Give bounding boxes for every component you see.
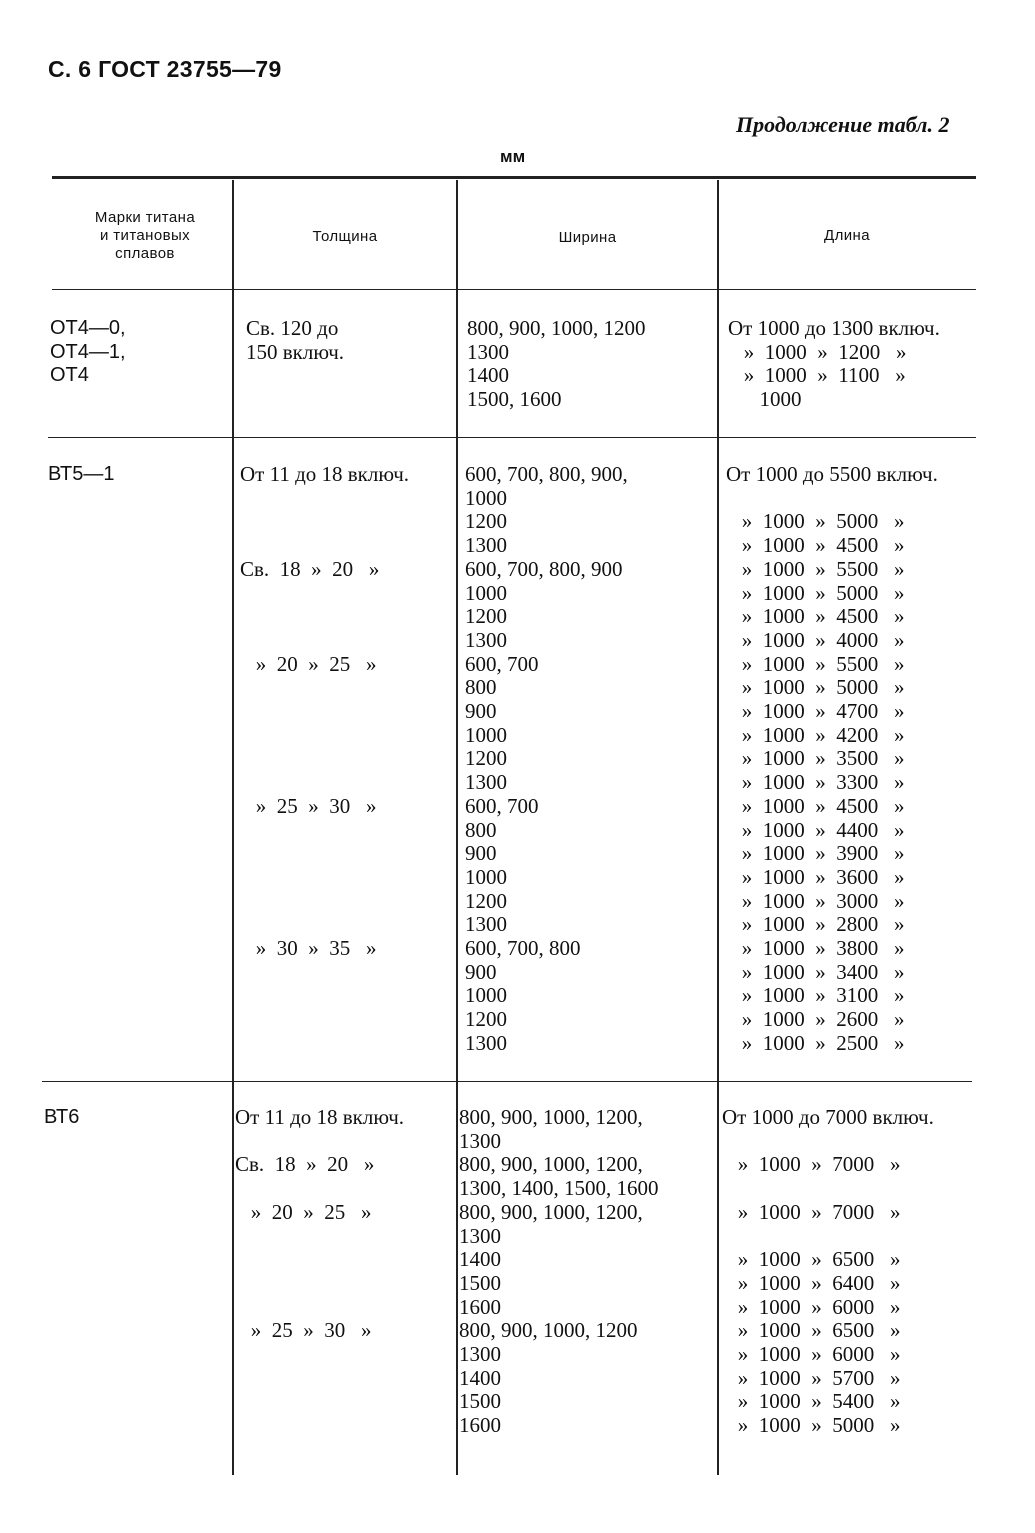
column-header-grade: Марки титана и титановых сплавов (94, 209, 196, 262)
page-header: С. 6 ГОСТ 23755—79 (48, 56, 282, 82)
width-cell: 600, 700, 800, 900, 1000 1200 1300 600, 700, 800, 900 1000 1200 1300 600, 700 800 900 1000 1200 1300 600, 700 800 900 1000 1200 1300 600, 700, 800 900 1000 1200 1300 (465, 462, 628, 1055)
section-rule-2 (42, 1081, 972, 1082)
thickness-cell: От 11 до 18 включ. Св. 18 » 20 » » 20 » 25 » » 25 » 30 » » 30 » 35 » (240, 462, 410, 961)
column-divider-1 (232, 180, 234, 1475)
column-header-length: Длина (824, 227, 870, 244)
grade-cell: ОТ4—0, ОТ4—1, ОТ4 (50, 317, 126, 387)
column-divider-2 (456, 180, 458, 1475)
length-cell: От 1000 до 7000 включ. » 1000 » 7000 » » 1000 » 7000 » » 1000 » 6500 » » 1000 » 6400 » » 1000 » 6000 » » 1000 » 6500 » » 1000 » 6000 » » 1000 » 5700 » » 1000 » 5400 » » 1000 » 5000 » (722, 1105, 934, 1438)
column-header-width: Ширина (558, 229, 617, 246)
width-cell: 800, 900, 1000, 1200, 1300 800, 900, 1000, 1200, 1300, 1400, 1500, 1600 800, 900, 1000, 1200, 1300 1400 1500 1600 800, 900, 1000, 1200 1300 1400 1500 1600 (459, 1105, 659, 1438)
table-top-rule (52, 176, 976, 179)
length-cell: От 1000 до 5500 включ. » 1000 » 5000 » » 1000 » 4500 » » 1000 » 5500 » » 1000 » 5000 » » 1000 » 4500 » » 1000 » 4000 » » 1000 » 5500 » » 1000 » 5000 » » 1000 » 4700 » » 1000 » 4200 » » 1000 » 3500 » » 1000 » 3300 » » 1000 » 4500 » » 1000 » 4400 » » 1000 » 3900 » » 1000 » 3600 » » 1000 » 3000 » » 1000 » 2800 » » 1000 » 3800 » » 1000 » 3400 » » 1000 » 3100 » » 1000 » 2600 » » 1000 » 2500 » (726, 462, 938, 1055)
length-cell: От 1000 до 1300 включ. » 1000 » 1200 » » 1000 » 1100 » 1000 (728, 316, 940, 412)
column-header-thickness: Толщина (312, 228, 378, 245)
header-bottom-rule (52, 289, 976, 290)
width-cell: 800, 900, 1000, 1200 1300 1400 1500, 1600 (467, 316, 646, 412)
table-continuation-label: Продолжение табл. 2 (736, 112, 950, 137)
section-rule-1 (48, 437, 976, 438)
column-divider-3 (717, 180, 719, 1475)
thickness-cell: От 11 до 18 включ. Св. 18 » 20 » » 20 » 25 » » 25 » 30 » (235, 1105, 405, 1343)
grade-cell: ВТ5—1 (48, 463, 115, 485)
thickness-cell: Св. 120 до 150 включ. (246, 316, 345, 364)
grade-cell: ВТ6 (44, 1106, 80, 1128)
units-label: мм (500, 147, 526, 166)
